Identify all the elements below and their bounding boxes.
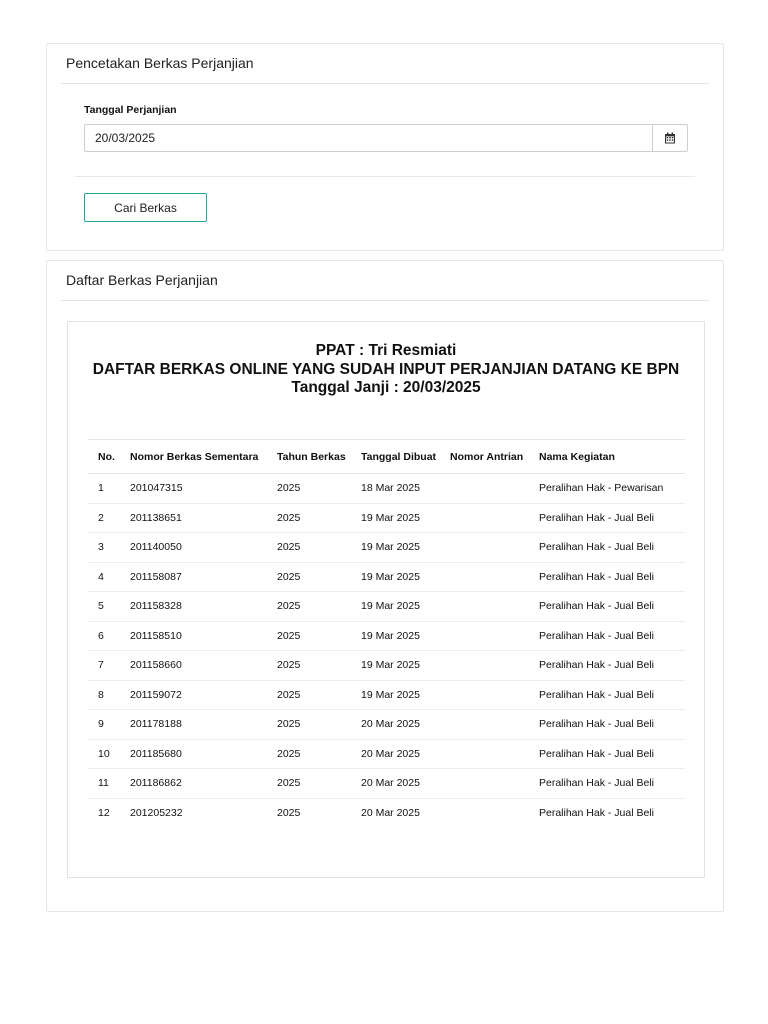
report-ppat-line: PPAT : Tri Resmiati: [315, 342, 457, 359]
table-row: [88, 562, 685, 592]
table-row: [88, 621, 685, 651]
table-row: [88, 798, 685, 828]
cell-year: 2025: [267, 592, 351, 622]
date-label: Tanggal Perjanjian: [84, 104, 177, 116]
cell-activity: Peralihan Hak - Pewarisan: [529, 474, 685, 504]
cell-no: 9: [88, 710, 120, 740]
cell-queue-number: [440, 739, 529, 769]
cell-year: 2025: [267, 651, 351, 681]
column-header-year: Tahun Berkas: [267, 440, 351, 474]
cell-created-date: 20 Mar 2025: [361, 807, 420, 819]
cell-file-number: 201178188: [120, 710, 267, 740]
cell-file-number: 201138651: [120, 503, 267, 533]
cell-file-number: 201158087: [120, 562, 267, 592]
cell-queue-number: [440, 769, 529, 799]
column-header-activity: Nama Kegiatan: [529, 440, 685, 474]
report-date-line: Tanggal Janji : 20/03/2025: [291, 379, 481, 396]
table-row: [88, 592, 685, 622]
cell-year: 2025: [267, 474, 351, 504]
cell-file-number: 201158660: [120, 651, 267, 681]
cell-activity: Peralihan Hak - Jual Beli: [529, 651, 685, 681]
cell-year: 2025: [267, 769, 351, 799]
table-row: [88, 474, 685, 504]
cell-activity: Peralihan Hak - Jual Beli: [539, 807, 654, 819]
cell-year: 2025: [267, 533, 351, 563]
form-divider: [75, 176, 695, 177]
cell-file-number: 201185680: [120, 739, 267, 769]
cell-queue-number: [440, 621, 529, 651]
cell-activity: Peralihan Hak - Jual Beli: [529, 621, 685, 651]
cell-created-date: 18 Mar 2025: [351, 474, 440, 504]
cell-queue-number: [440, 533, 529, 563]
table-body: [88, 474, 685, 828]
table-row: [88, 533, 685, 563]
cell-activity: Peralihan Hak - Jual Beli: [529, 710, 685, 740]
cell-year: 2025: [267, 739, 351, 769]
cell-created-date: 19 Mar 2025: [351, 680, 440, 710]
calendar-icon: [664, 132, 676, 144]
cell-no: 12: [98, 807, 110, 819]
cell-created-date: 20 Mar 2025: [351, 739, 440, 769]
cell-file-number: 201047315: [120, 474, 267, 504]
cell-no: 2: [88, 503, 120, 533]
cell-no: 5: [88, 592, 120, 622]
list-card-title: Daftar Berkas Perjanjian: [66, 272, 218, 288]
cell-no: 3: [88, 533, 120, 563]
cell-file-number: 201158510: [120, 621, 267, 651]
cell-no: 11: [88, 769, 120, 799]
cell-year: 2025: [267, 710, 351, 740]
cell-year: 2025: [267, 621, 351, 651]
date-field[interactable]: [84, 124, 652, 152]
report-heading-line: DAFTAR BERKAS ONLINE YANG SUDAH INPUT PERJANJIAN DATANG KE BPN: [92, 360, 680, 378]
cell-activity: Peralihan Hak - Jual Beli: [529, 562, 685, 592]
cell-year: 2025: [267, 562, 351, 592]
cell-file-number: 201205232: [130, 807, 183, 819]
table-row: [88, 739, 685, 769]
cell-no: 1: [88, 474, 120, 504]
column-header-queue-number: Nomor Antrian: [440, 440, 529, 474]
card-title-divider: [61, 300, 709, 301]
cell-created-date: 19 Mar 2025: [351, 621, 440, 651]
cell-no: 10: [88, 739, 120, 769]
cell-file-number: 201158328: [120, 592, 267, 622]
table-row: [88, 769, 685, 799]
cell-no: 7: [88, 651, 120, 681]
cell-no: 8: [88, 680, 120, 710]
cell-created-date: 20 Mar 2025: [351, 769, 440, 799]
table-row: [88, 680, 685, 710]
cell-activity: Peralihan Hak - Jual Beli: [529, 592, 685, 622]
cell-created-date: 19 Mar 2025: [351, 533, 440, 563]
cell-queue-number: [440, 592, 529, 622]
cell-activity: Peralihan Hak - Jual Beli: [529, 533, 685, 563]
search-files-button[interactable]: Cari Berkas: [84, 193, 207, 222]
column-header-created-date: Tanggal Dibuat: [351, 440, 440, 474]
cell-activity: Peralihan Hak - Jual Beli: [529, 680, 685, 710]
cell-activity: Peralihan Hak - Jual Beli: [529, 739, 685, 769]
cell-queue-number: [440, 474, 529, 504]
cell-queue-number: [440, 562, 529, 592]
list-card: [46, 260, 724, 912]
cell-no: 4: [88, 562, 120, 592]
table-row: [88, 503, 685, 533]
cell-year: 2025: [267, 503, 351, 533]
cell-queue-number: [440, 710, 529, 740]
column-header-no: No.: [88, 440, 120, 474]
files-table: [88, 439, 685, 828]
calendar-button[interactable]: [652, 124, 688, 152]
cell-year: 2025: [267, 680, 351, 710]
cell-queue-number: [440, 798, 529, 828]
cell-activity: Peralihan Hak - Jual Beli: [529, 503, 685, 533]
cell-file-number: 201140050: [120, 533, 267, 563]
report-panel: [67, 321, 705, 878]
card-title-divider: [61, 83, 709, 84]
column-header-file-number: Nomor Berkas Sementara: [120, 440, 267, 474]
report-header: [68, 342, 704, 398]
print-card-title: Pencetakan Berkas Perjanjian: [66, 55, 254, 71]
cell-created-date: 19 Mar 2025: [351, 503, 440, 533]
table-row: [88, 710, 685, 740]
table-row: [88, 651, 685, 681]
cell-queue-number: [440, 503, 529, 533]
cell-created-date: 19 Mar 2025: [351, 651, 440, 681]
cell-created-date: 20 Mar 2025: [351, 710, 440, 740]
cell-year: 2025: [277, 807, 301, 819]
cell-created-date: 19 Mar 2025: [351, 592, 440, 622]
cell-no: 6: [88, 621, 120, 651]
cell-activity: Peralihan Hak - Jual Beli: [529, 769, 685, 799]
print-card: [46, 43, 724, 251]
cell-created-date: 19 Mar 2025: [351, 562, 440, 592]
cell-queue-number: [440, 651, 529, 681]
cell-queue-number: [440, 680, 529, 710]
cell-file-number: 201159072: [120, 680, 267, 710]
table-header-row: [88, 440, 685, 474]
cell-file-number: 201186862: [120, 769, 267, 799]
